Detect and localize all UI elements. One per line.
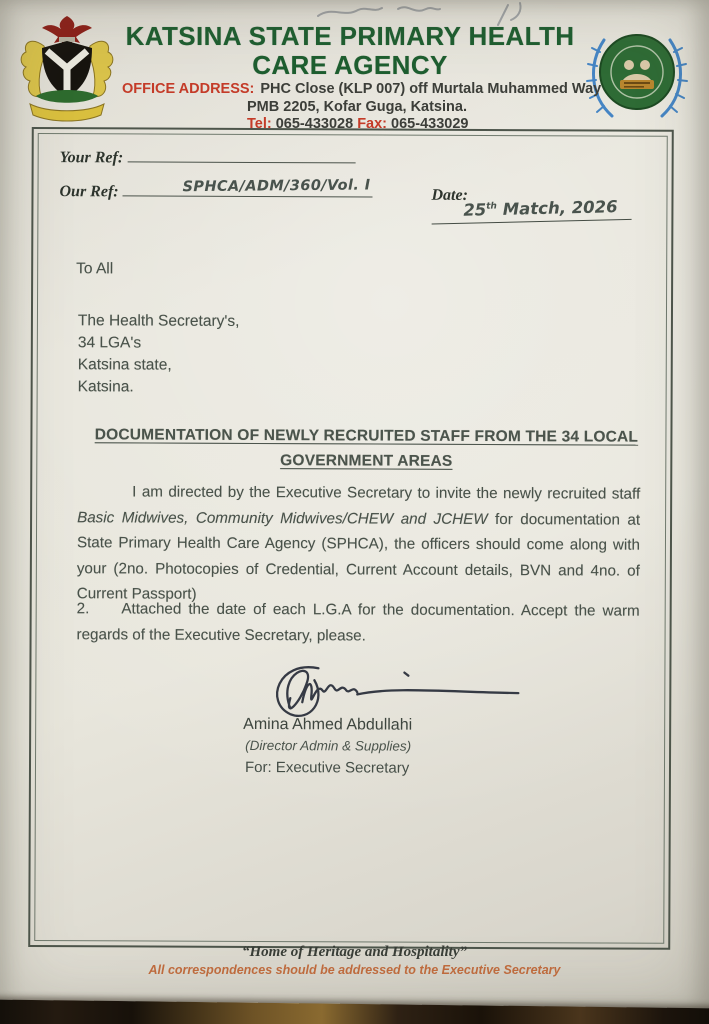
office-address-line2: PMB 2205, Kofar Guga, Katsina. [247, 99, 467, 115]
date-value: 25th Match, 2026 [463, 197, 618, 220]
recipient-address-block [78, 310, 240, 399]
signatory-title: (Director Admin & Supplies) [245, 737, 412, 754]
recipient-line: Katsina. [77, 378, 134, 396]
your-ref-row [60, 147, 356, 168]
footer-note: All correspondences should be addressed to the Executive Secretary [148, 963, 561, 977]
recipient-line: The Health Secretary's, [77, 312, 240, 330]
our-ref-label: Our Ref: [59, 183, 119, 201]
our-ref-row [59, 177, 372, 202]
footer-motto: “Home of Heritage and Hospitality” [242, 944, 467, 960]
para1-text-pre: I am directed by the Executive Secretary to invite the newly recruited staff [132, 483, 641, 503]
date-row [431, 187, 671, 228]
nigeria-coat-of-arms-logo [16, 12, 118, 126]
salutation-to-all: To All [76, 260, 114, 278]
signatory-name: Amina Ahmed Abdullahi [243, 715, 413, 734]
agency-title-line2: CARE AGENCY [252, 50, 448, 81]
fax-value: 065-433029 [391, 116, 469, 132]
date-label: Date: [431, 186, 468, 204]
office-address-label: OFFICE ADDRESS: [122, 81, 255, 97]
your-ref-blank-line [127, 147, 355, 163]
your-ref-label: Your Ref: [59, 149, 124, 167]
para1-text-emphasis: Basic Midwives, Community Midwives/CHEW and JCHEW [77, 508, 488, 528]
subject-heading: DOCUMENTATION OF NEWLY RECRUITED STAFF FROM THE 34 LOCAL GOVERNMENT AREAS [94, 426, 639, 470]
letter-border-box [28, 127, 674, 950]
date-line [431, 197, 631, 225]
body-paragraph-2 [77, 596, 640, 649]
para2-text: Attached the date of each L.G.A for the documentation. Accept the warm regards of the Executive Secretary, please. [76, 600, 640, 644]
agency-title-line1: KATSINA STATE PRIMARY HEALTH [125, 21, 575, 51]
signatory-for-line: For: Executive Secretary [244, 758, 410, 777]
our-ref-value: SPHCA/ADM/360/Vol. I [182, 177, 371, 196]
tel-value: 065-433028 [275, 116, 354, 132]
tel-label: Tel: [247, 116, 272, 132]
agency-title [110, 22, 590, 80]
recipient-line: 34 LGA's [77, 334, 142, 352]
fax-label: Fax: [357, 116, 388, 132]
recipient-line: Katsina state, [77, 356, 172, 374]
body-paragraph-1 [77, 479, 641, 609]
office-address-line1: PHC Close (KLP 007) off Murtala Muhammed Way [260, 81, 602, 97]
para1-text-post: for documentation at State Primary Health Care Agency (SPHCA), the officers should come along with your (2no. Photocopies of Credential, Current Account details, BVN and 4no. of Current Passport) [76, 510, 641, 603]
para2-number: 2. [76, 600, 90, 618]
office-address-row [122, 81, 601, 97]
agency-seal-logo [584, 22, 690, 128]
